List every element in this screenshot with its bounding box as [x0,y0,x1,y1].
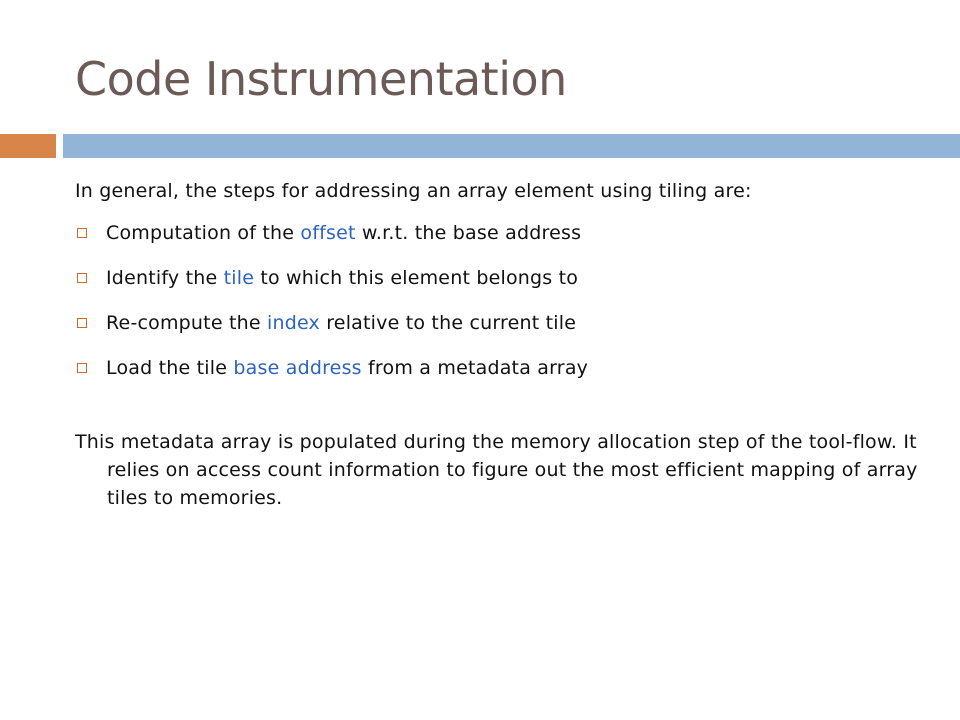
hollow-square-bullet-icon [77,363,87,373]
bullet-highlight: base address [233,357,362,379]
intro-text: In general, the steps for addressing an array element using tiling are: [75,180,752,202]
hollow-square-bullet-icon [77,318,87,328]
bullet-item [75,353,935,383]
bullet-text [106,312,576,334]
hollow-square-bullet-icon [77,273,87,283]
bullet-item [75,263,935,293]
bullet-text [106,357,588,379]
bullet-highlight: offset [300,222,356,244]
bullet-text-after: to which this element belongs to [254,267,579,289]
title-rule-blue [63,134,960,158]
summary-paragraph: This metadata array is populated during the memory allocation step of the tool-flow. It relies on access count information to figure out the most efficient mapping of array tiles to memories. [75,431,918,509]
bullet-item [75,218,935,248]
bullet-text-before: Load the tile [106,357,234,379]
slide-title: Code Instrumentation [75,52,567,106]
bullet-text-before: Identify the [106,267,224,289]
bullet-text-before: Re-compute the [106,312,267,334]
bullet-highlight: index [266,312,320,334]
bullet-highlight: tile [223,267,255,289]
bullet-text [106,267,578,289]
bullet-list [75,218,935,398]
bullet-item [75,308,935,338]
bullet-text-after: from a metadata array [361,357,589,379]
title-rule-orange [0,134,56,158]
bullet-text-after: relative to the current tile [319,312,577,334]
bullet-text-after: w.r.t. the base address [355,222,582,244]
hollow-square-bullet-icon [77,228,87,238]
bullet-text-before: Computation of the [106,222,301,244]
bullet-text [106,222,581,244]
